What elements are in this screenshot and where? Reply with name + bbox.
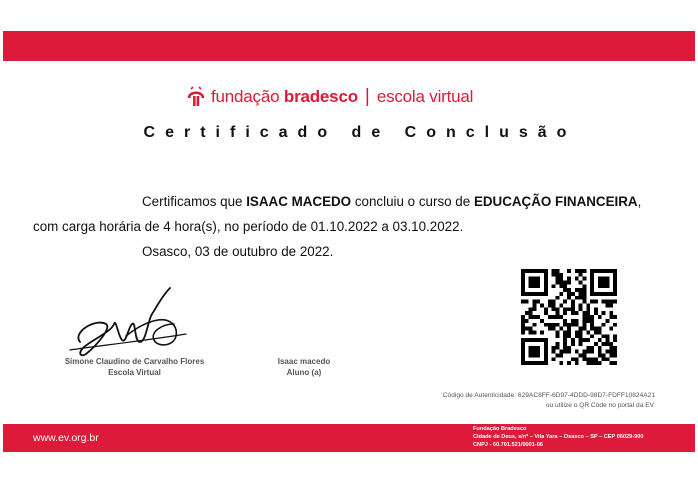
fundacao-bradesco-logo [184,84,473,110]
director-role: Escola Virtual [108,368,161,377]
director-signature [66,284,196,364]
student-signature-role: Aluno (a) [286,368,322,377]
footer-cnpj: CNPJ - 60.701.521/0001-06 [473,441,543,448]
website-link[interactable]: www.ev.org.br [33,432,99,444]
logo-separator: | [364,86,370,107]
director-signature-label [52,356,217,378]
qr-code[interactable] [521,269,617,365]
student-signature-name: Isaac macedo [277,357,331,366]
footer-red-bar [3,424,695,452]
certificate-line-2: com carga horária de 4 hora(s), no período de 01.10.2022 a 03.10.2022. [33,219,464,234]
student-name: ISAAC MACEDO [246,194,352,209]
certificate-date-line: Osasco, 03 de outubro de 2022. [142,244,334,259]
footer-org-name: Fundação Bradesco [473,426,527,432]
authentication-code: Código de Autenticidade: 629AC8FF-6D97-4DDD-98D7-FDFF10824A21 [442,392,655,399]
footer-address-block [473,426,643,449]
logo-school-text: escola virtual [376,87,474,106]
footer-address: Cidade de Deus, s/nº – Vila Yara – Osasco – SP – CEP 06029-900 [473,433,644,440]
certificate-title: Certificado de Conclusão [143,124,577,141]
course-name: EDUCAÇÃO FINANCEIRA [473,194,638,209]
authentication-hint: ou utilize o QR Code no portal da EV [545,402,654,409]
header-red-bar [3,31,695,61]
logo-brand-text: fundação bradesco [211,87,358,106]
director-name: Simone Claudino de Carvalho Flores [64,357,205,366]
bradesco-tree-icon [184,85,208,109]
student-signature-label [272,356,336,378]
certificate-line-1: Certificamos que ISAAC MACEDO concluiu o curso de EDUCAÇÃO FINANCEIRA, [142,194,642,209]
